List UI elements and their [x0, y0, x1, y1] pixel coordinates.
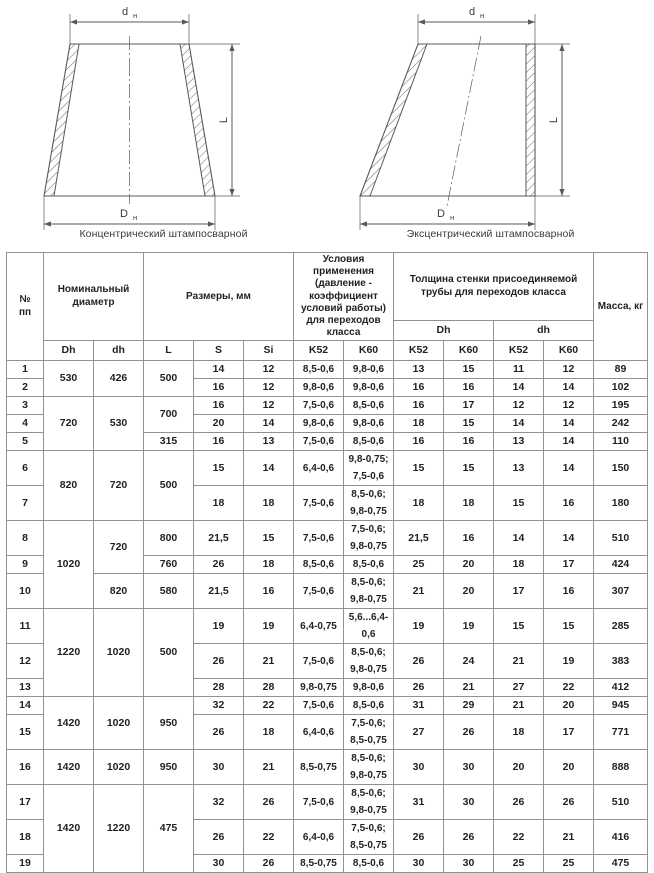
header-row-1: [7, 253, 648, 321]
table-row: [7, 609, 648, 644]
cell-Dh: 530: [44, 361, 94, 397]
cell-wdhK60: 26: [544, 785, 594, 820]
cell-wDhK52: 26: [394, 644, 444, 679]
cell-K60: 7,5-0,6; 8,5-0,75: [344, 820, 394, 855]
cell-wdhK52: 25: [494, 855, 544, 873]
header-sub-Dh: Dh: [44, 341, 94, 361]
cell-mass: 510: [594, 785, 648, 820]
cell-Si: 28: [244, 679, 294, 697]
cell-wDhK52: 21: [394, 574, 444, 609]
concentric-drawing-svg: [0, 0, 327, 252]
cell-L: 500: [144, 609, 194, 697]
cell-wdhK60: 12: [544, 397, 594, 415]
eccentric-drawing-svg: [327, 0, 654, 252]
header-wall-group-dh: dh: [494, 321, 594, 341]
cell-wDhK52: 19: [394, 609, 444, 644]
cell-wDhK52: 27: [394, 715, 444, 750]
cell-S: 32: [194, 697, 244, 715]
table-body: [7, 361, 648, 873]
cell-dh: 720: [94, 521, 144, 574]
label-dh-top: d: [468, 6, 476, 18]
cell-wDhK52: 16: [394, 397, 444, 415]
cell-Si: 26: [244, 785, 294, 820]
cell-K52: 6,4-0,6: [294, 451, 344, 486]
cell-wdhK52: 13: [494, 451, 544, 486]
cell-wdhK60: 12: [544, 361, 594, 379]
cell-wDhK52: 15: [394, 451, 444, 486]
cell-wDhK60: 24: [444, 644, 494, 679]
header-nominal-diameter: Номинальный диаметр: [44, 253, 144, 341]
cell-S: 26: [194, 820, 244, 855]
cell-wdhK60: 20: [544, 750, 594, 785]
cell-num: 10: [7, 574, 44, 609]
cell-L: 500: [144, 361, 194, 397]
cell-wdhK60: 17: [544, 556, 594, 574]
cell-wDhK52: 26: [394, 820, 444, 855]
cell-mass: 110: [594, 433, 648, 451]
cell-wDhK60: 16: [444, 521, 494, 556]
cell-K52: 7,5-0,6: [294, 697, 344, 715]
cell-wdhK52: 21: [494, 697, 544, 715]
cell-Si: 22: [244, 820, 294, 855]
figure-eccentric: [327, 0, 654, 252]
cell-wDhK60: 15: [444, 451, 494, 486]
cell-S: 28: [194, 679, 244, 697]
cell-num: 5: [7, 433, 44, 451]
cell-mass: 180: [594, 486, 648, 521]
cell-Dh: 1220: [44, 609, 94, 697]
cell-S: 14: [194, 361, 244, 379]
hatch-right: [526, 44, 535, 196]
cell-mass: 285: [594, 609, 648, 644]
cell-wDhK60: 15: [444, 415, 494, 433]
figure-eccentric-caption: Эксцентрический штампосварной: [406, 228, 575, 240]
cell-num: 1: [7, 361, 44, 379]
dim-arrow-top-right: [182, 19, 189, 24]
header-wall-Dh-K60: K60: [444, 341, 494, 361]
header-wall-Dh-K52: K52: [394, 341, 444, 361]
cell-wDhK52: 30: [394, 855, 444, 873]
cell-wDhK60: 15: [444, 361, 494, 379]
cell-wdhK60: 14: [544, 521, 594, 556]
cell-mass: 383: [594, 644, 648, 679]
cell-num: 14: [7, 697, 44, 715]
cell-Si: 21: [244, 750, 294, 785]
cell-mass: 888: [594, 750, 648, 785]
cell-wdhK60: 14: [544, 415, 594, 433]
cell-L: 950: [144, 697, 194, 750]
cell-K60: 5,6...6,4-0,6: [344, 609, 394, 644]
cell-K52: 7,5-0,6: [294, 574, 344, 609]
cell-K52: 6,4-0,75: [294, 609, 344, 644]
cell-K52: 9,8-0,75: [294, 679, 344, 697]
cell-K60: 9,8-0,75; 7,5-0,6: [344, 451, 394, 486]
cell-mass: 102: [594, 379, 648, 397]
cell-wdhK60: 14: [544, 451, 594, 486]
cell-wDhK60: 26: [444, 715, 494, 750]
cell-K52: 9,8-0,6: [294, 379, 344, 397]
cell-S: 20: [194, 415, 244, 433]
cell-num: 13: [7, 679, 44, 697]
cell-K52: 7,5-0,6: [294, 521, 344, 556]
cell-num: 6: [7, 451, 44, 486]
cell-Si: 21: [244, 644, 294, 679]
table-row: [7, 397, 648, 415]
cell-mass: 945: [594, 697, 648, 715]
cell-wdhK60: 25: [544, 855, 594, 873]
cell-wDhK52: 18: [394, 486, 444, 521]
cell-Si: 18: [244, 715, 294, 750]
cell-wDhK60: 16: [444, 379, 494, 397]
cell-num: 19: [7, 855, 44, 873]
table-row: [7, 451, 648, 486]
cell-dh: 820: [94, 574, 144, 609]
table-row: [7, 574, 648, 609]
cell-wDhK60: 20: [444, 556, 494, 574]
header-wall-thickness: Толщина стенки присоединяемой трубы для переходов класса: [394, 253, 594, 321]
cell-wdhK60: 15: [544, 609, 594, 644]
cell-Si: 22: [244, 697, 294, 715]
cell-mass: 416: [594, 820, 648, 855]
header-sub-K52: K52: [294, 341, 344, 361]
figure-concentric: [0, 0, 327, 252]
header-number: [7, 253, 44, 361]
cell-L: 475: [144, 785, 194, 873]
cell-num: 2: [7, 379, 44, 397]
cell-wdhK60: 19: [544, 644, 594, 679]
cell-wdhK52: 14: [494, 521, 544, 556]
cell-K52: 7,5-0,6: [294, 486, 344, 521]
cell-wDhK52: 21,5: [394, 521, 444, 556]
header-row-3: [7, 341, 648, 361]
cell-wdhK52: 13: [494, 433, 544, 451]
cell-wDhK60: 17: [444, 397, 494, 415]
label-Dh-bottom-sub: н: [450, 213, 455, 222]
table-head: [7, 253, 648, 361]
cell-wDhK60: 30: [444, 785, 494, 820]
header-wall-dh-K52: K52: [494, 341, 544, 361]
cell-K60: 9,8-0,6: [344, 361, 394, 379]
cell-mass: 771: [594, 715, 648, 750]
cell-K60: 8,5-0,6; 9,8-0,75: [344, 574, 394, 609]
cell-num: 8: [7, 521, 44, 556]
cell-mass: 195: [594, 397, 648, 415]
cell-mass: 475: [594, 855, 648, 873]
cell-K60: 9,8-0,6: [344, 379, 394, 397]
label-Dh-bottom-sub: н: [133, 213, 138, 222]
cell-dh: 426: [94, 361, 144, 397]
cell-K52: 8,5-0,6: [294, 361, 344, 379]
cell-mass: 412: [594, 679, 648, 697]
reducer-body-outline: [360, 44, 535, 196]
cell-K52: 8,5-0,75: [294, 855, 344, 873]
cell-wdhK52: 26: [494, 785, 544, 820]
cell-K60: 8,5-0,6: [344, 855, 394, 873]
cell-K60: 8,5-0,6: [344, 697, 394, 715]
cell-wdhK52: 21: [494, 644, 544, 679]
cell-num: 4: [7, 415, 44, 433]
cell-K52: 7,5-0,6: [294, 644, 344, 679]
header-sub-K60: K60: [344, 341, 394, 361]
cell-Si: 26: [244, 855, 294, 873]
cell-S: 16: [194, 397, 244, 415]
cell-K52: 6,4-0,6: [294, 820, 344, 855]
cell-wDhK60: 21: [444, 679, 494, 697]
cell-wDhK52: 31: [394, 785, 444, 820]
cell-L: 315: [144, 433, 194, 451]
cell-K60: 7,5-0,6; 9,8-0,75: [344, 521, 394, 556]
label-dh-top: d: [121, 6, 129, 18]
cell-wDhK52: 30: [394, 750, 444, 785]
cell-wdhK52: 20: [494, 750, 544, 785]
header-usage-conditions: Условия применения (давление - коэффициент условий работы) для переходов класса: [294, 253, 394, 341]
cell-wdhK52: 14: [494, 379, 544, 397]
table-row: [7, 750, 648, 785]
cell-K52: 7,5-0,6: [294, 397, 344, 415]
cell-S: 16: [194, 433, 244, 451]
cell-Si: 18: [244, 486, 294, 521]
cell-mass: 307: [594, 574, 648, 609]
cell-wDhK60: 20: [444, 574, 494, 609]
label-L-side: L: [548, 116, 560, 124]
cell-Dh: 1420: [44, 697, 94, 750]
cell-wdhK52: 22: [494, 820, 544, 855]
cell-K60: 8,5-0,6: [344, 556, 394, 574]
cell-K52: 7,5-0,6: [294, 785, 344, 820]
cell-mass: 242: [594, 415, 648, 433]
cell-S: 18: [194, 486, 244, 521]
cell-num: 17: [7, 785, 44, 820]
figure-concentric-caption: Концентрический штампосварной: [79, 228, 248, 240]
cell-wdhK60: 17: [544, 715, 594, 750]
cell-S: 32: [194, 785, 244, 820]
cell-wDhK52: 25: [394, 556, 444, 574]
cell-wDhK52: 16: [394, 379, 444, 397]
label-Dh-bottom: D: [437, 208, 445, 220]
cell-dh: 1020: [94, 697, 144, 750]
cell-L: 950: [144, 750, 194, 785]
cell-wdhK52: 12: [494, 397, 544, 415]
cell-K60: 8,5-0,6; 9,8-0,75: [344, 750, 394, 785]
cell-Si: 15: [244, 521, 294, 556]
cell-K60: 7,5-0,6; 8,5-0,75: [344, 715, 394, 750]
cell-K52: 8,5-0,6: [294, 556, 344, 574]
cell-Si: 12: [244, 361, 294, 379]
cell-dh: 1020: [94, 750, 144, 785]
cell-Si: 18: [244, 556, 294, 574]
cell-num: 12: [7, 644, 44, 679]
cell-L: 500: [144, 451, 194, 521]
cell-num: 15: [7, 715, 44, 750]
cell-wDhK52: 16: [394, 433, 444, 451]
cell-num: 18: [7, 820, 44, 855]
cell-Dh: 720: [44, 397, 94, 451]
cell-Si: 14: [244, 451, 294, 486]
cell-L: 760: [144, 556, 194, 574]
cell-L: 580: [144, 574, 194, 609]
cell-wDhK60: 30: [444, 855, 494, 873]
header-wall-dh-K60: K60: [544, 341, 594, 361]
cell-K52: 7,5-0,6: [294, 433, 344, 451]
cell-dh: 530: [94, 397, 144, 451]
cell-wdhK52: 15: [494, 486, 544, 521]
cell-wDhK60: 16: [444, 433, 494, 451]
cell-wdhK52: 27: [494, 679, 544, 697]
label-Dh-bottom: D: [120, 208, 128, 220]
cell-mass: 150: [594, 451, 648, 486]
table-row: [7, 361, 648, 379]
label-dh-top-sub: н: [480, 11, 485, 20]
cell-S: 30: [194, 855, 244, 873]
cell-num: 9: [7, 556, 44, 574]
cell-num: 16: [7, 750, 44, 785]
cell-L: 800: [144, 521, 194, 556]
cell-K52: 6,4-0,6: [294, 715, 344, 750]
cell-K60: 8,5-0,6; 9,8-0,75: [344, 785, 394, 820]
cell-mass: 510: [594, 521, 648, 556]
cell-wDhK60: 30: [444, 750, 494, 785]
cell-Si: 16: [244, 574, 294, 609]
label-L-side: L: [218, 116, 230, 124]
cell-K60: 9,8-0,6: [344, 679, 394, 697]
cell-wdhK60: 14: [544, 379, 594, 397]
header-sub-S: S: [194, 341, 244, 361]
cell-S: 15: [194, 451, 244, 486]
label-dh-top-sub: н: [133, 11, 138, 20]
cell-K60: 9,8-0,6: [344, 415, 394, 433]
cell-Dh: 1420: [44, 750, 94, 785]
cell-wdhK60: 16: [544, 486, 594, 521]
cell-wDhK60: 29: [444, 697, 494, 715]
cell-dh: 720: [94, 451, 144, 521]
cell-Si: 12: [244, 379, 294, 397]
cell-num: 7: [7, 486, 44, 521]
header-number-line1: №: [19, 294, 31, 306]
header-sizes: Размеры, мм: [144, 253, 294, 341]
cell-wdhK60: 20: [544, 697, 594, 715]
cell-K60: 8,5-0,6: [344, 433, 394, 451]
cell-wdhK60: 22: [544, 679, 594, 697]
cell-wdhK60: 21: [544, 820, 594, 855]
cell-num: 3: [7, 397, 44, 415]
reducer-spec-table: [6, 252, 648, 873]
table-row: [7, 521, 648, 556]
header-sub-dh: dh: [94, 341, 144, 361]
cell-K52: 9,8-0,6: [294, 415, 344, 433]
cell-S: 26: [194, 644, 244, 679]
header-wall-group-Dh: Dh: [394, 321, 494, 341]
cell-Si: 14: [244, 415, 294, 433]
cell-wdhK52: 18: [494, 715, 544, 750]
cell-K60: 8,5-0,6; 9,8-0,75: [344, 644, 394, 679]
cell-K60: 8,5-0,6: [344, 397, 394, 415]
cell-Si: 19: [244, 609, 294, 644]
cell-S: 26: [194, 715, 244, 750]
cell-K60: 8,5-0,6; 9,8-0,75: [344, 486, 394, 521]
header-sub-Si: Si: [244, 341, 294, 361]
cell-Dh: 1020: [44, 521, 94, 609]
header-sub-L: L: [144, 341, 194, 361]
cell-S: 19: [194, 609, 244, 644]
cell-wdhK60: 16: [544, 574, 594, 609]
cell-Si: 12: [244, 397, 294, 415]
cell-wdhK60: 14: [544, 433, 594, 451]
cell-Si: 13: [244, 433, 294, 451]
cell-wdhK52: 17: [494, 574, 544, 609]
cell-L: 700: [144, 397, 194, 433]
cell-S: 21,5: [194, 574, 244, 609]
cell-wDhK52: 26: [394, 679, 444, 697]
cell-wdhK52: 18: [494, 556, 544, 574]
cell-mass: 424: [594, 556, 648, 574]
dim-arrow-top-left: [70, 19, 77, 24]
cell-S: 16: [194, 379, 244, 397]
header-mass: Масса, кг: [594, 253, 648, 361]
cell-wDhK52: 13: [394, 361, 444, 379]
cell-wDhK60: 18: [444, 486, 494, 521]
table-row: [7, 785, 648, 820]
cell-wdhK52: 15: [494, 609, 544, 644]
cell-dh: 1220: [94, 785, 144, 873]
cell-wDhK52: 31: [394, 697, 444, 715]
drawings-panel: [0, 0, 654, 252]
cell-wdhK52: 11: [494, 361, 544, 379]
header-number-line2: пп: [18, 306, 32, 318]
cell-wDhK52: 18: [394, 415, 444, 433]
cell-dh: 1020: [94, 609, 144, 697]
cell-S: 30: [194, 750, 244, 785]
cell-num: 11: [7, 609, 44, 644]
cell-S: 21,5: [194, 521, 244, 556]
cell-wDhK60: 19: [444, 609, 494, 644]
cell-mass: 89: [594, 361, 648, 379]
cell-S: 26: [194, 556, 244, 574]
cell-Dh: 820: [44, 451, 94, 521]
cell-wDhK60: 26: [444, 820, 494, 855]
cell-K52: 8,5-0,75: [294, 750, 344, 785]
cell-wdhK52: 14: [494, 415, 544, 433]
cell-Dh: 1420: [44, 785, 94, 873]
